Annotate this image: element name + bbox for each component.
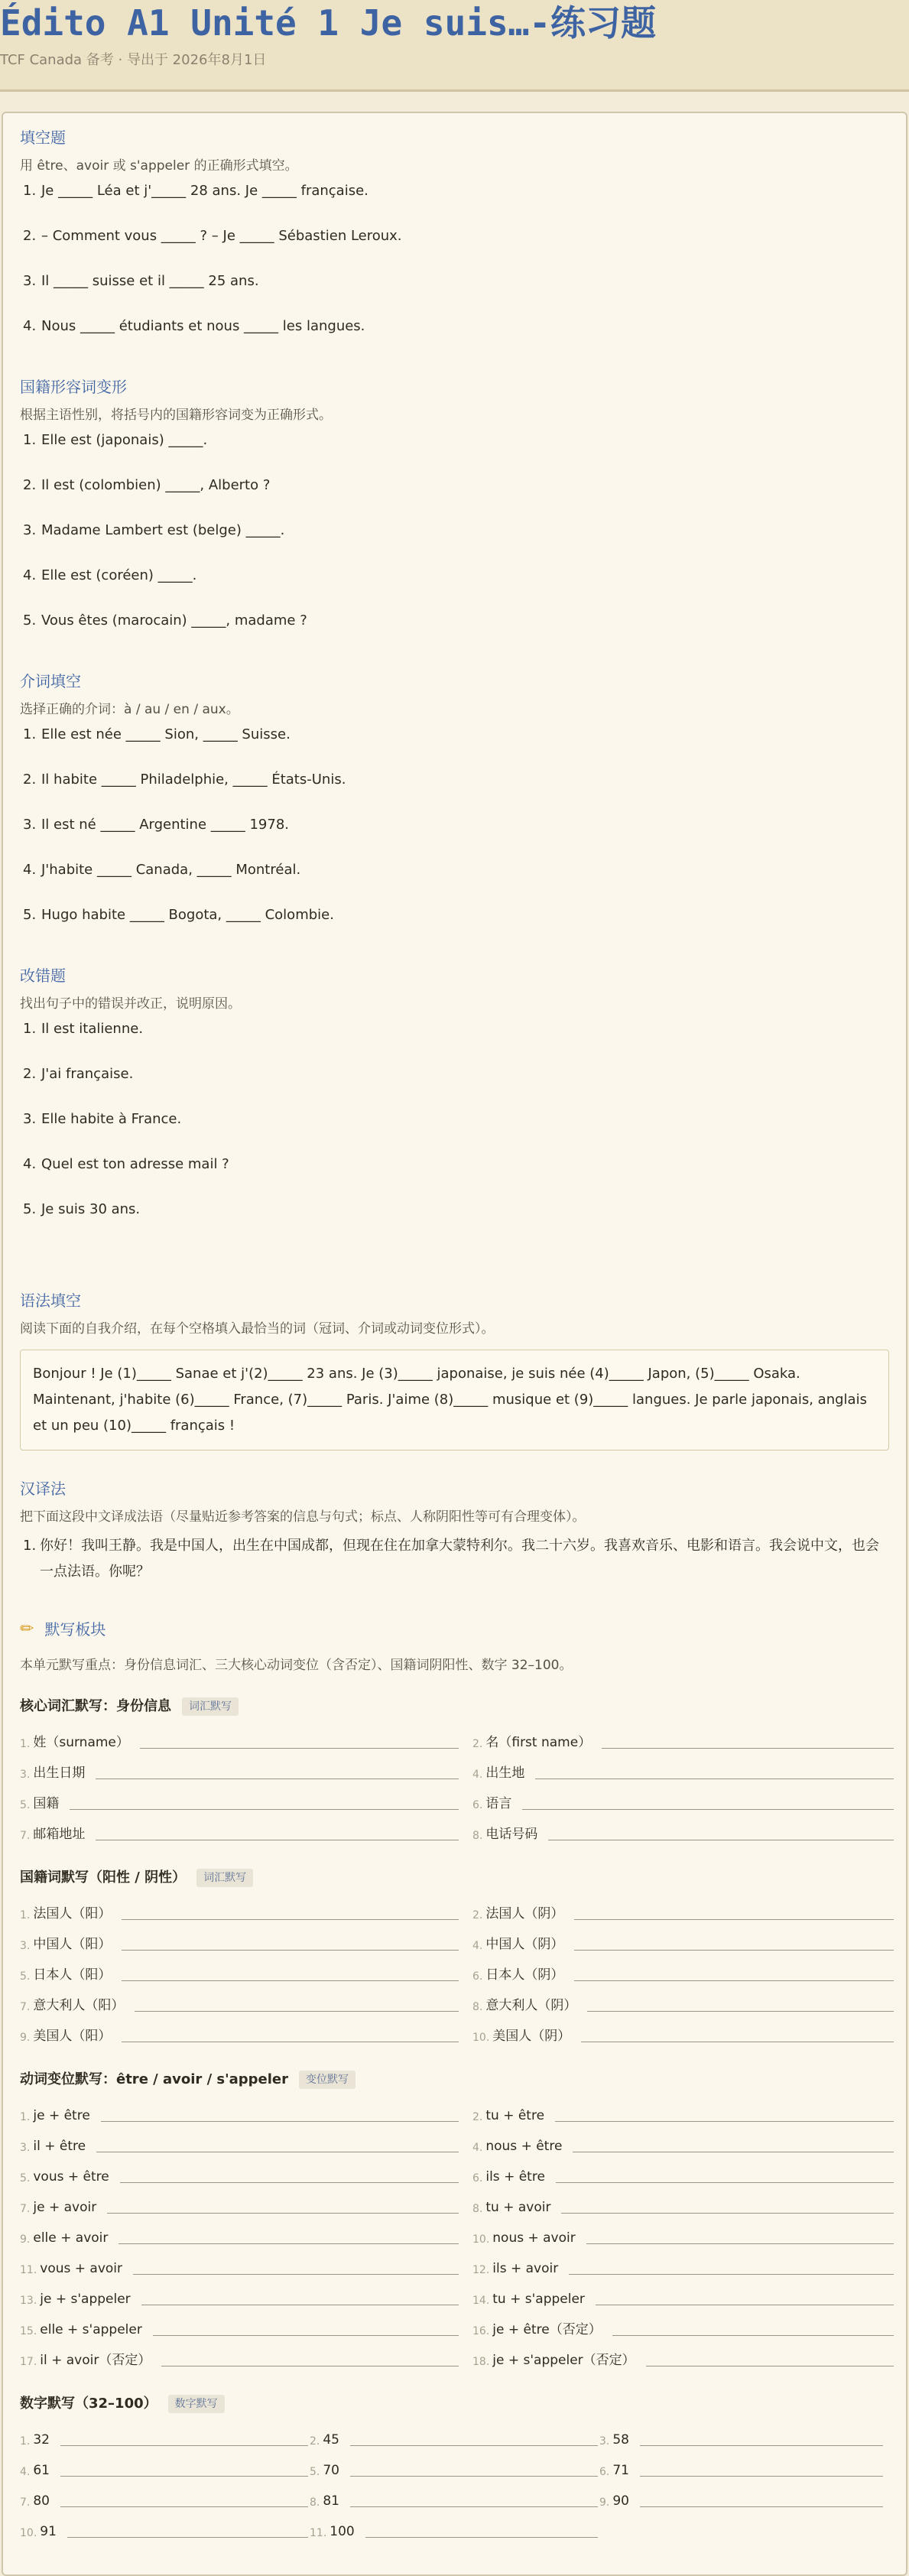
- exercise-sections: [20, 127, 889, 1244]
- answer-line[interactable]: [640, 2445, 883, 2446]
- dictation-prompt: je + s'appeler（否定）: [492, 2353, 635, 2368]
- item-text: Elle est (coréen) _____.: [41, 567, 197, 583]
- dictation-item: [472, 1895, 894, 1926]
- item-text: Il est né _____ Argentine _____ 1978.: [41, 817, 290, 833]
- dictation-prompt: 中国人（阴）: [485, 1937, 564, 1952]
- dictation-prompt: 名（first name）: [485, 1735, 592, 1750]
- dictation-prompt: je + avoir: [33, 2200, 97, 2215]
- item-number: 6.: [472, 2172, 483, 2185]
- section-instruction: 把下面这段中文译成法语（尽量贴近参考答案的信息与句式；标点、人称阴阳性等可有合理变体）。: [20, 1509, 586, 1525]
- section-instruction: 阅读下面的自我介绍，在每个空格填入最恰当的词（冠词、介词或动词变位形式）。: [20, 1321, 495, 1337]
- dictation-prompt: 80: [33, 2493, 50, 2509]
- item-number: 3.: [23, 817, 37, 833]
- dictation-prompt: nous + avoir: [492, 2230, 576, 2246]
- item-text: Elle est née _____ Sion, _____ Suisse.: [41, 726, 291, 742]
- dictation-item: [599, 2483, 883, 2513]
- dictation-prompt: 电话号码: [485, 1827, 538, 1842]
- answer-line[interactable]: [574, 1950, 894, 1951]
- answer-line[interactable]: [140, 1748, 459, 1749]
- exercise-item: [20, 1199, 889, 1244]
- item-number: 1.: [20, 1738, 31, 1750]
- item-number: 5.: [23, 612, 37, 629]
- page-header: [0, 0, 909, 92]
- answer-line[interactable]: [522, 1809, 894, 1810]
- item-number: 1.: [23, 726, 37, 742]
- dictation-prompt: ils + être: [485, 2169, 545, 2185]
- exercise-item: [20, 475, 889, 520]
- item-number: 5.: [20, 1970, 31, 1983]
- dictation-group-title: [20, 2070, 889, 2090]
- grammar-passage: Bonjour ! Je (1)_____ Sanae et j'(2)_____ 23 ans. Je (3)_____ japonaise, je suis née (4)_____ Japon, (5)_____ Osaka. Maintenant, j'habite (6)_____ France, (7)_____ Paris. J'aime (8)_____ musique et (9)_____ langues. Je parle japonais, anglais et un peu (10)_____ français !: [20, 1350, 889, 1450]
- dictation-item: [20, 1816, 459, 1847]
- answer-line[interactable]: [60, 2506, 308, 2507]
- item-number: 2.: [472, 1909, 483, 1921]
- answer-line[interactable]: [101, 2121, 459, 2122]
- item-number: 2.: [472, 2111, 483, 2123]
- page-title: Édito A1 Unité 1 Je suis…-练习题: [0, 2, 657, 44]
- exercise-list: [20, 180, 889, 361]
- item-text: Elle habite à France.: [41, 1111, 182, 1127]
- item-number: 1.: [23, 432, 37, 448]
- section-instruction: 根据主语性别，将括号内的国籍形容词变为正确形式。: [20, 408, 332, 423]
- dictation-grid: [20, 2422, 889, 2544]
- item-number: 8.: [472, 2203, 483, 2215]
- item-number: 2.: [472, 1738, 483, 1750]
- group-title-text: 核心词汇默写：身份信息: [20, 1698, 171, 1714]
- dictation-prompt: 32: [33, 2432, 50, 2448]
- dictation-prompt: tu + avoir: [485, 2200, 551, 2215]
- dictation-prompt: 日本人（阳）: [33, 1967, 112, 1983]
- item-number: 3.: [20, 1940, 31, 1952]
- section-title: 语法填空: [20, 1291, 81, 1310]
- answer-line[interactable]: [640, 2506, 883, 2507]
- item-number: 5.: [20, 1799, 31, 1811]
- exercise-item: [20, 565, 889, 610]
- answer-line[interactable]: [574, 1919, 894, 1920]
- dictation-item: [472, 2097, 894, 2128]
- dictation-item: [472, 1926, 894, 1957]
- dictation-prompt: 邮箱地址: [33, 1827, 86, 1842]
- dictation-group-title: [20, 2394, 889, 2414]
- section-title: 改错题: [20, 966, 66, 985]
- dictation-item: [472, 2018, 894, 2048]
- dictation-prompt: 出生地: [485, 1766, 525, 1781]
- dictation-item: [472, 1785, 894, 1816]
- answer-line[interactable]: [120, 2182, 459, 2183]
- item-number: 5.: [23, 1201, 37, 1217]
- answer-line[interactable]: [587, 2011, 894, 2012]
- item-number: 3.: [23, 522, 37, 538]
- dictation-item: [20, 1895, 459, 1926]
- dictation-item: [20, 1755, 459, 1785]
- dictation-prompt: 58: [612, 2432, 629, 2448]
- dictation-item: [599, 2452, 883, 2483]
- item-number: 8.: [472, 2001, 483, 2013]
- item-number: 12.: [472, 2264, 490, 2276]
- pencil-icon: ✏: [20, 1619, 34, 1639]
- exercise-item: [20, 1064, 889, 1109]
- dictation-prompt: 法国人（阳）: [33, 1906, 112, 1921]
- dictation-item: [20, 2342, 459, 2373]
- group-title-text: 国籍词默写（阳性 / 阴性）: [20, 1869, 187, 1886]
- dictation-prompt: 90: [612, 2493, 629, 2509]
- item-text: Je _____ Léa et j'_____ 28 ans. Je _____ française.: [41, 183, 368, 199]
- item-number: 3.: [23, 1111, 37, 1127]
- dictation-prompt: 81: [323, 2493, 339, 2509]
- item-number: 1.: [20, 2435, 31, 2448]
- answer-line[interactable]: [350, 2445, 598, 2446]
- exercise-card: [2, 112, 907, 2576]
- item-number: 5.: [23, 907, 37, 923]
- dictation-prompt: 日本人（阴）: [485, 1967, 564, 1983]
- dictation-prompt: nous + être: [485, 2139, 563, 2154]
- item-number: 4.: [472, 2142, 483, 2154]
- answer-line[interactable]: [350, 2506, 598, 2507]
- item-number: 4.: [472, 1769, 483, 1781]
- dictation-item: [20, 1987, 459, 2018]
- dictation-item: [472, 2128, 894, 2159]
- item-number: 1.: [20, 2111, 31, 2123]
- item-number: 2.: [23, 1066, 37, 1082]
- item-number: 1.: [20, 1909, 31, 1921]
- dictation-prompt: 法国人（阴）: [485, 1906, 564, 1921]
- item-number: 7.: [20, 2001, 31, 2013]
- exercise-item: [20, 769, 889, 814]
- item-text: Il habite _____ Philadelphie, _____ États-Unis.: [41, 772, 346, 788]
- item-number: 9.: [20, 2032, 31, 2044]
- dictation-item: [20, 2422, 308, 2452]
- item-number: 18.: [472, 2356, 490, 2368]
- item-number: 13.: [20, 2295, 37, 2307]
- answer-line[interactable]: [555, 2121, 894, 2122]
- answer-line[interactable]: [640, 2476, 883, 2477]
- dictation-item: [472, 2159, 894, 2189]
- exercise-item: [20, 180, 889, 226]
- item-text: Il est italienne.: [41, 1021, 144, 1037]
- dictation-prompt: 70: [323, 2463, 339, 2478]
- answer-line[interactable]: [118, 2243, 459, 2244]
- dictation-prompt: 45: [323, 2432, 339, 2448]
- item-number: 2.: [23, 228, 37, 244]
- dictation-prompt: 61: [33, 2463, 50, 2478]
- item-number: 5.: [20, 2172, 31, 2185]
- item-number: 3.: [20, 2142, 31, 2154]
- section-title: 填空题: [20, 128, 66, 147]
- dictation-item: [310, 2483, 598, 2513]
- dictation-prompt: 意大利人（阳）: [33, 1998, 125, 2013]
- dictation-item: [20, 1785, 459, 1816]
- item-number: 14.: [472, 2295, 490, 2307]
- item-number: 17.: [20, 2356, 37, 2368]
- item-number: 16.: [472, 2325, 490, 2337]
- answer-line[interactable]: [67, 2537, 308, 2538]
- item-number: 1.: [23, 183, 37, 199]
- dictation-item: [310, 2513, 598, 2544]
- exercise-item: [20, 859, 889, 905]
- dictation-prompt: je + être: [33, 2108, 90, 2123]
- answer-line[interactable]: [556, 2182, 894, 2183]
- dictation-prompt: 美国人（阴）: [492, 2029, 571, 2044]
- dictation-prompt: ils + avoir: [492, 2261, 559, 2276]
- dictation-prompt: il + avoir（否定）: [40, 2353, 151, 2368]
- item-text: – Comment vous _____ ? – Je _____ Sébastien Leroux.: [41, 228, 402, 244]
- answer-line[interactable]: [586, 2243, 894, 2244]
- answer-line[interactable]: [612, 2335, 894, 2336]
- item-number: 7.: [20, 2496, 31, 2509]
- dictation-prompt: vous + avoir: [40, 2261, 123, 2276]
- exercise-item: [20, 1018, 889, 1064]
- dictation-item: [20, 2097, 459, 2128]
- dictation-item: [20, 2220, 459, 2250]
- dictation-item: [20, 2311, 459, 2342]
- answer-line[interactable]: [70, 1809, 459, 1810]
- answer-line[interactable]: [122, 1950, 459, 1951]
- dictation-item: [20, 1724, 459, 1755]
- dictation-tag: 词汇默写: [196, 1869, 253, 1887]
- exercise-item: [20, 1109, 889, 1154]
- dictation-prompt: 意大利人（阴）: [485, 1998, 577, 2013]
- exercise-item: [20, 226, 889, 271]
- dictation-prompt: 91: [40, 2524, 57, 2539]
- dictation-prompt: 姓（surname）: [33, 1735, 129, 1750]
- exercise-list: [20, 1018, 889, 1244]
- translation-item: [20, 1533, 889, 1585]
- dictation-note: 本单元默写重点：身份信息词汇、三大核心动词变位（含否定）、国籍词阴阳性、数字 32–100。: [20, 1658, 573, 1673]
- item-text: Hugo habite _____ Bogota, _____ Colombie.: [41, 907, 334, 923]
- item-number: 11.: [310, 2527, 327, 2539]
- dictation-prompt: 美国人（阳）: [33, 2029, 112, 2044]
- item-number: 6.: [472, 1799, 483, 1811]
- item-number: 7.: [20, 1830, 31, 1842]
- answer-line[interactable]: [153, 2335, 459, 2336]
- dictation-item: [20, 2128, 459, 2159]
- group-title-text: 数字默写（32–100）: [20, 2396, 157, 2412]
- item-number: 8.: [310, 2496, 320, 2509]
- dictation-item: [472, 2250, 894, 2281]
- dictation-item: [20, 2452, 308, 2483]
- item-text: Quel est ton adresse mail ?: [41, 1156, 229, 1172]
- dictation-tag: 词汇默写: [182, 1697, 239, 1716]
- exercise-item: [20, 610, 889, 655]
- dictation-group-title: [20, 1697, 889, 1717]
- item-number: 1.: [23, 1021, 37, 1037]
- dictation-item: [20, 1957, 459, 1987]
- item-number: 3.: [23, 273, 37, 289]
- dictation-item: [472, 1957, 894, 1987]
- answer-line[interactable]: [569, 2274, 894, 2275]
- dictation-item: [472, 2281, 894, 2311]
- item-number: 10.: [20, 2527, 37, 2539]
- exercise-item: [20, 430, 889, 475]
- item-number: 11.: [20, 2264, 37, 2276]
- dictation-prompt: 出生日期: [33, 1766, 86, 1781]
- item-number: 6.: [599, 2466, 610, 2478]
- answer-line[interactable]: [561, 2213, 894, 2214]
- section-instruction: 用 être、avoir 或 s'appeler 的正确形式填空。: [20, 158, 298, 174]
- dictation-prompt: tu + être: [485, 2108, 545, 2123]
- dictation-grid: [20, 1724, 889, 1847]
- item-number: 2.: [310, 2435, 320, 2448]
- section-title: 介词填空: [20, 672, 81, 690]
- exercise-item: [20, 724, 889, 769]
- item-number: 10.: [472, 2233, 490, 2246]
- item-number: 9.: [599, 2496, 610, 2509]
- item-number: 4.: [23, 567, 37, 583]
- page-subtitle: TCF Canada 备考 · 导出于 2026年8月1日: [0, 52, 267, 68]
- dictation-prompt: 71: [612, 2463, 629, 2478]
- item-number: 15.: [20, 2325, 37, 2337]
- dictation-item: [310, 2422, 598, 2452]
- dictation-item: [599, 2422, 883, 2452]
- exercise-item: [20, 814, 889, 859]
- answer-line[interactable]: [122, 1919, 459, 1920]
- item-text: Je suis 30 ans.: [41, 1201, 141, 1217]
- dictation-item: [472, 2189, 894, 2220]
- dictation-grid: [20, 1895, 889, 2048]
- dictation-item: [310, 2452, 598, 2483]
- exercise-item: [20, 316, 889, 361]
- dictation-item: [20, 2513, 308, 2544]
- section-instruction: 找出句子中的错误并改正，说明原因。: [20, 996, 241, 1012]
- item-number: 5.: [310, 2466, 320, 2478]
- dictation-prompt: je + s'appeler: [40, 2292, 131, 2307]
- dictation-prompt: 国籍: [33, 1796, 60, 1811]
- item-number: 4.: [23, 318, 37, 334]
- exercise-item: [20, 1154, 889, 1199]
- answer-line[interactable]: [135, 2011, 459, 2012]
- item-number: 4.: [472, 1940, 483, 1952]
- item-number: 4.: [23, 1156, 37, 1172]
- item-number: 2.: [23, 477, 37, 493]
- answer-line[interactable]: [574, 1980, 894, 1981]
- dictation-tag: 数字默写: [168, 2395, 225, 2413]
- dictation-item: [20, 1926, 459, 1957]
- dictation-prompt: il + être: [33, 2139, 86, 2154]
- section-title: 汉译法: [20, 1480, 66, 1498]
- dictation-item: [472, 1755, 894, 1785]
- dictation-item: [20, 2018, 459, 2048]
- answer-line[interactable]: [602, 1748, 894, 1749]
- group-title-text: 动词变位默写：être / avoir / s'appeler: [20, 2071, 289, 2087]
- item-number: 7.: [20, 2203, 31, 2215]
- item-text: Elle est (japonais) _____.: [41, 432, 208, 448]
- item-text: J'ai française.: [41, 1066, 134, 1082]
- section-instruction: 选择正确的介词：à / au / en / aux。: [20, 702, 239, 717]
- exercise-list: [20, 724, 889, 950]
- dictation-item: [20, 2483, 308, 2513]
- dictation-item: [472, 1987, 894, 2018]
- item-number: 3.: [599, 2435, 610, 2448]
- dictation-item: [472, 2220, 894, 2250]
- item-text: Il _____ suisse et il _____ 25 ans.: [41, 273, 259, 289]
- dictation-prompt: 中国人（阳）: [33, 1937, 112, 1952]
- exercise-list: [20, 430, 889, 655]
- dictation-title-text: 默写板块: [44, 1620, 106, 1639]
- dictation-prompt: vous + être: [33, 2169, 109, 2185]
- answer-line[interactable]: [60, 2476, 308, 2477]
- section-title: 国籍形容词变形: [20, 378, 127, 396]
- dictation-item: [472, 1724, 894, 1755]
- answer-line[interactable]: [133, 2274, 459, 2275]
- item-number: 8.: [472, 1830, 483, 1842]
- item-text: Madame Lambert est (belge) _____.: [41, 522, 285, 538]
- answer-line[interactable]: [60, 2445, 308, 2446]
- item-text: Il est (colombien) _____, Alberto ?: [41, 477, 271, 493]
- dictation-prompt: tu + s'appeler: [492, 2292, 585, 2307]
- dictation-item: [20, 2159, 459, 2189]
- answer-line[interactable]: [350, 2476, 598, 2477]
- dictation-item: [472, 2311, 894, 2342]
- item-number: 4.: [23, 862, 37, 878]
- item-text: Nous _____ étudiants et nous _____ les langues.: [41, 318, 365, 334]
- answer-line[interactable]: [365, 2537, 598, 2538]
- dictation-prompt: 语言: [485, 1796, 512, 1811]
- dictation-title: [20, 1619, 889, 1640]
- exercise-item: [20, 271, 889, 316]
- item-number: 1.: [23, 1538, 37, 1554]
- dictation-tag: 变位默写: [299, 2071, 355, 2089]
- exercise-item: [20, 905, 889, 950]
- dictation-group-title: [20, 1868, 889, 1888]
- dictation-prompt: elle + s'appeler: [40, 2322, 142, 2337]
- answer-line[interactable]: [122, 1980, 459, 1981]
- item-number: 2.: [23, 772, 37, 788]
- dictation-item: [472, 1816, 894, 1847]
- item-text: Vous êtes (marocain) _____, madame ?: [41, 612, 307, 629]
- dictation-item: [20, 2281, 459, 2311]
- item-text: J'habite _____ Canada, _____ Montréal.: [41, 862, 301, 878]
- item-number: 9.: [20, 2233, 31, 2246]
- dictation-item: [20, 2189, 459, 2220]
- dictation-groups: [20, 1697, 889, 2544]
- exercise-item: [20, 520, 889, 565]
- dictation-item: [472, 2342, 894, 2373]
- answer-line[interactable]: [107, 2213, 459, 2214]
- dictation-item: [20, 2250, 459, 2281]
- translation-text: 你好！我叫王静。我是中国人，出生在中国成都，但现在住在加拿大蒙特利尔。我二十六岁。我喜欢音乐、电影和语言。我会说中文，也会一点法语。你呢？: [40, 1538, 879, 1580]
- dictation-prompt: 100: [330, 2524, 355, 2539]
- item-number: 3.: [20, 1769, 31, 1781]
- item-number: 4.: [20, 2466, 31, 2478]
- item-number: 10.: [472, 2032, 490, 2044]
- dictation-prompt: elle + avoir: [33, 2230, 109, 2246]
- item-number: 6.: [472, 1970, 483, 1983]
- dictation-prompt: je + être（否定）: [492, 2322, 602, 2337]
- dictation-grid: [20, 2097, 889, 2373]
